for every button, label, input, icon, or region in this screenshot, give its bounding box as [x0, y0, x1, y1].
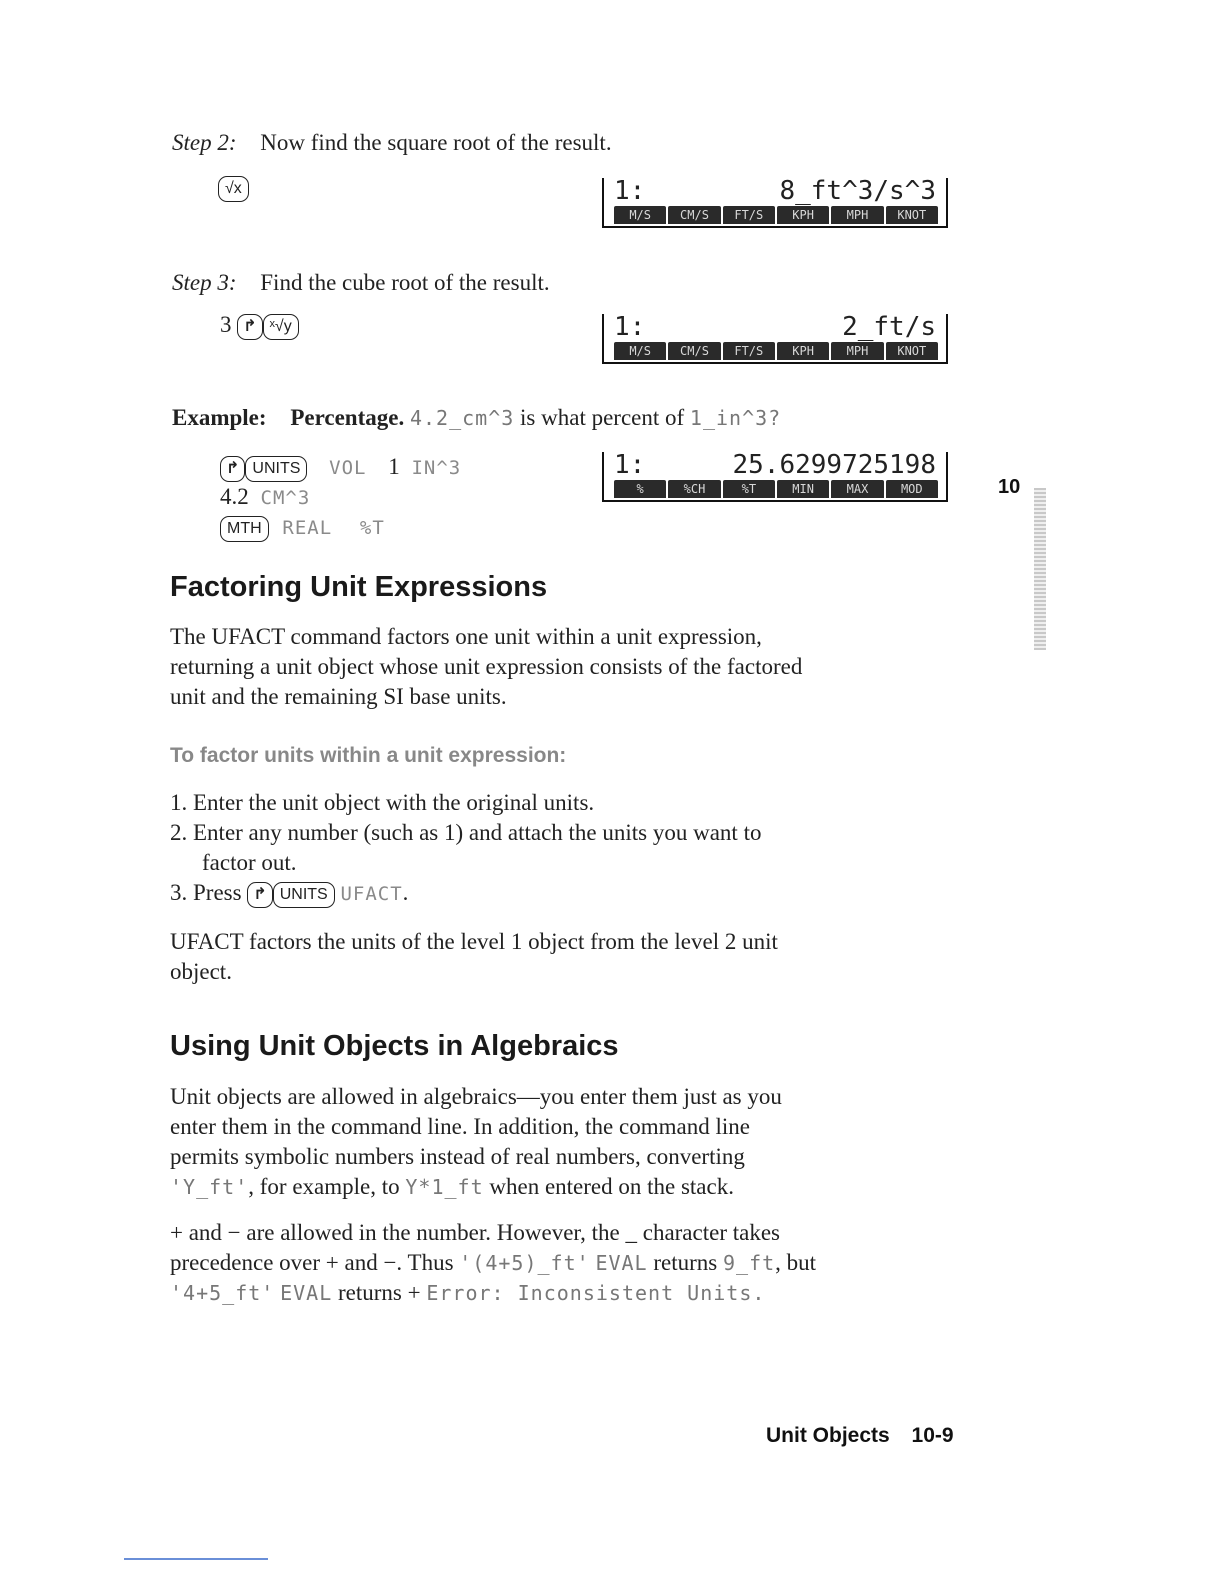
step2-label: Step 2: [172, 130, 237, 155]
units-key[interactable]: UNITS [273, 882, 335, 908]
text-line [170, 1278, 990, 1308]
inline-code: Error: Inconsistent Units. [426, 1281, 766, 1305]
example-lcd [602, 452, 948, 502]
inline-code: 9_ft [722, 1251, 776, 1275]
menu-key[interactable]: KNOT [886, 206, 938, 224]
procedure-steps [170, 788, 970, 909]
menu-key[interactable]: FT/S [723, 342, 775, 360]
text-line: unit and the remaining SI base units. [170, 684, 507, 709]
lcd-value: 8_ft^3/s^3 [779, 176, 936, 206]
lcd-value: 2_ft/s [842, 312, 936, 342]
text-line [170, 1172, 990, 1202]
step2-lcd [602, 178, 948, 228]
footer-title: Unit Objects [766, 1424, 890, 1447]
xroot-key[interactable]: ˣ√y [263, 314, 299, 340]
ufact-softkey[interactable]: UFACT [340, 883, 403, 905]
mth-key[interactable]: MTH [220, 516, 269, 542]
real-softkey[interactable]: REAL [282, 517, 333, 539]
inline-code: EVAL [595, 1251, 648, 1275]
menu-key[interactable]: %CH [668, 480, 720, 498]
cm3-softkey[interactable]: CM^3 [260, 487, 311, 509]
inline-code: Y*1_ft [405, 1175, 484, 1199]
menu-key[interactable]: %T [723, 480, 775, 498]
procedure-step [170, 878, 970, 909]
inline-code: 'Y_ft' [170, 1175, 249, 1199]
page-footer [766, 1424, 954, 1448]
row2-number: 4.2 [220, 484, 249, 509]
menu-key[interactable]: % [614, 480, 666, 498]
inline-text: , for example, to [248, 1174, 400, 1199]
step3-period: . [402, 880, 409, 905]
inline-text: returns [653, 1250, 718, 1275]
right-shift-key[interactable]: ↱ [247, 882, 272, 908]
step3-lcd [602, 314, 948, 364]
menu-key[interactable]: MAX [831, 480, 883, 498]
menu-key[interactable]: KPH [777, 206, 829, 224]
example-title: Percentage. [290, 405, 405, 430]
text-line: returning a unit object whose unit expression consists of the factored [170, 654, 803, 679]
cube-root-key-sequence [220, 310, 299, 340]
procedure-subheading: To factor units within a unit expression: [170, 744, 567, 767]
step2-line [172, 128, 612, 158]
text-line: permits symbolic numbers instead of real numbers, converting [170, 1144, 745, 1169]
step3-text: Find the cube root of the result. [260, 270, 550, 295]
vol-softkey[interactable]: VOL [329, 457, 367, 479]
step3-line [172, 268, 550, 298]
menu-key[interactable]: KNOT [886, 342, 938, 360]
units-key[interactable]: UNITS [245, 456, 307, 482]
text-line [170, 1248, 990, 1278]
text-line: UFACT factors the units of the level 1 object from the level 2 unit [170, 929, 778, 954]
lcd-level: 1: [614, 176, 646, 206]
inline-text: precedence over + and −. Thus [170, 1250, 454, 1275]
section2-paragraph1 [170, 1082, 990, 1202]
menu-key[interactable]: FT/S [723, 206, 775, 224]
menu-key[interactable]: M/S [614, 206, 666, 224]
section-heading-algebraics: Using Unit Objects in Algebraics [170, 1030, 619, 1062]
lcd-level: 1: [614, 312, 646, 342]
example-keys-row2 [220, 482, 310, 513]
example-keys-row3 [220, 512, 385, 543]
page-number: 10-9 [911, 1424, 954, 1447]
step3-number: 3 [220, 312, 232, 337]
right-shift-key[interactable]: ↱ [220, 456, 245, 482]
section1-paragraph [170, 622, 970, 712]
menu-key[interactable]: MIN [777, 480, 829, 498]
row1-number: 1 [388, 454, 400, 479]
text-line: enter them in the command line. In addition, the command line [170, 1114, 750, 1139]
menu-key[interactable]: MPH [831, 206, 883, 224]
example-mid: is what percent of [520, 405, 685, 430]
lcd-level: 1: [614, 450, 646, 480]
text-line: The UFACT command factors one unit within a unit expression, [170, 624, 762, 649]
footer-rule [124, 1558, 268, 1560]
inline-code: '(4+5)_ft' [459, 1251, 590, 1275]
step2-text: Now find the square root of the result. [260, 130, 612, 155]
lcd-menu [614, 342, 938, 360]
text-line: object. [170, 959, 232, 984]
procedure-step: 2. Enter any number (such as 1) and attach the units you want to [170, 820, 762, 845]
sqrt-key-sequence [218, 176, 249, 202]
menu-key[interactable]: MOD [886, 480, 938, 498]
menu-key[interactable]: MPH [831, 342, 883, 360]
inline-text: returns + [338, 1280, 421, 1305]
menu-key[interactable]: CM/S [668, 342, 720, 360]
section2-paragraph2 [170, 1218, 990, 1308]
chapter-tab-marker [1034, 488, 1046, 650]
example-label: Example: [172, 405, 267, 430]
in3-softkey[interactable]: IN^3 [411, 457, 462, 479]
example-keys-row1 [220, 452, 461, 483]
inline-text: , but [775, 1250, 817, 1275]
text-line: + and − are allowed in the number. However, the _ character takes [170, 1220, 780, 1245]
step3-label: Step 3: [172, 270, 237, 295]
step3-prefix: 3. Press [170, 880, 242, 905]
menu-key[interactable]: CM/S [668, 206, 720, 224]
menu-key[interactable]: KPH [777, 342, 829, 360]
inline-code: EVAL [280, 1281, 333, 1305]
lcd-menu [614, 206, 938, 224]
inline-text: when entered on the stack. [489, 1174, 734, 1199]
menu-key[interactable]: M/S [614, 342, 666, 360]
right-shift-key[interactable]: ↱ [237, 314, 262, 340]
lcd-menu [614, 480, 938, 498]
text-line: Unit objects are allowed in algebraics—you enter them just as you [170, 1084, 782, 1109]
inline-code: '4+5_ft' [170, 1281, 275, 1305]
section1-after-paragraph [170, 927, 970, 987]
example-line [172, 403, 781, 433]
procedure-step-continued: factor out. [202, 850, 297, 875]
lcd-value: 25.6299725198 [732, 450, 936, 480]
sqrt-key[interactable]: √x [218, 176, 249, 202]
chapter-tab-number: 10 [998, 476, 1021, 498]
procedure-step: 1. Enter the unit object with the original units. [170, 790, 595, 815]
example-code1: 4.2_cm^3 [409, 406, 515, 430]
section-heading-factoring: Factoring Unit Expressions [170, 571, 548, 603]
example-code2: 1_in^3? [689, 406, 782, 430]
percent-t-softkey[interactable]: %T [359, 517, 385, 539]
